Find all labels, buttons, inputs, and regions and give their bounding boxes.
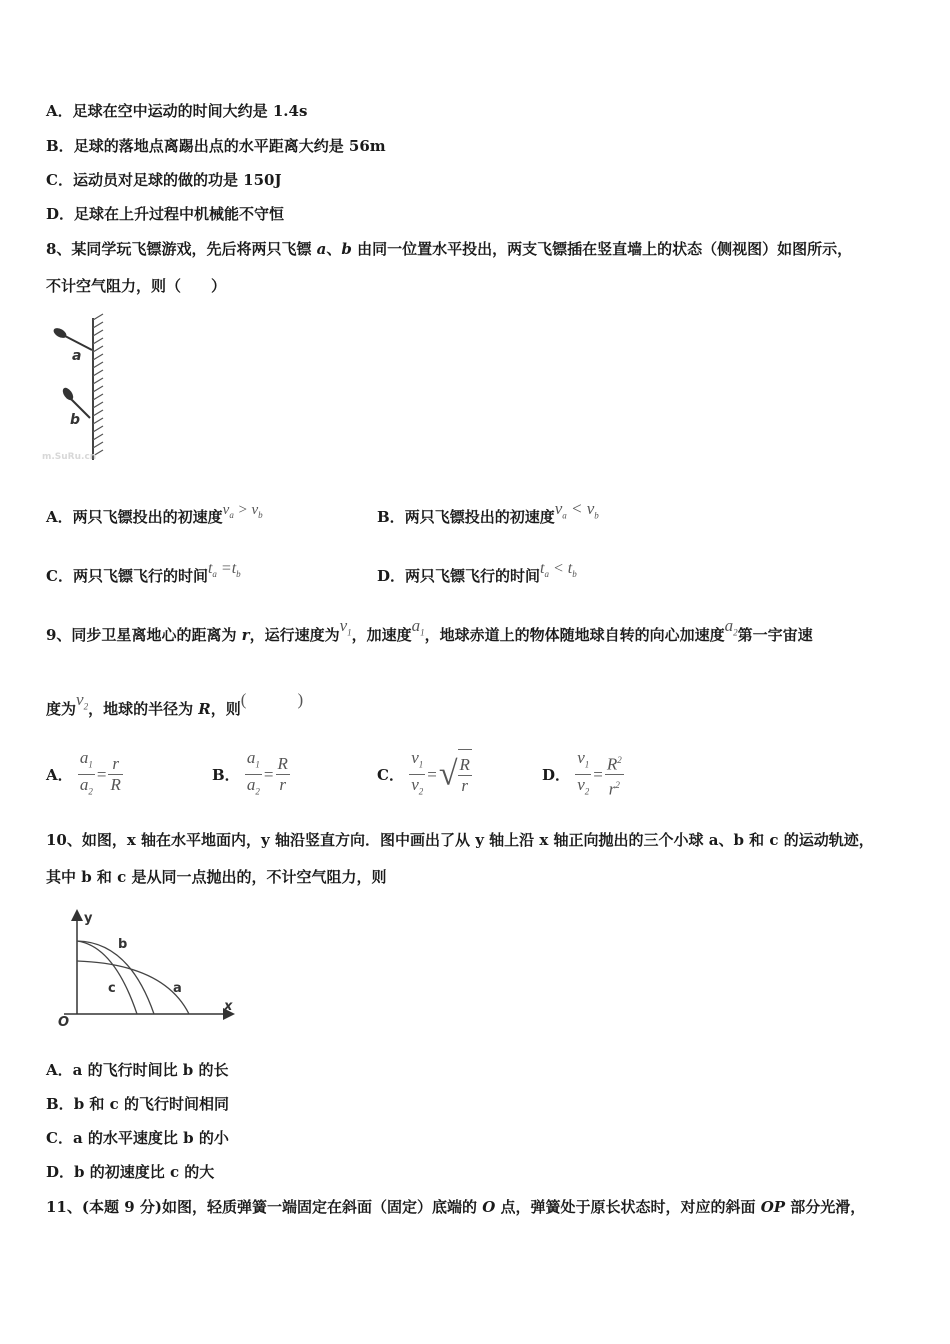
var-O: O <box>482 1198 496 1216</box>
q10-option-d: D．b 的初速度比 c 的大 <box>46 1163 215 1181</box>
q9-stem-line2: 度为$v_2$，地球的半径为 R，则( ) <box>46 690 304 718</box>
option-label: A． <box>46 102 73 120</box>
curve-b-label: b <box>118 937 128 952</box>
q8-stem-line1: 8、某同学玩飞镖游戏，先后将两只飞镖 a、b 由同一位置水平投出，两支飞镖插在竖直墙上的状态（侧视图）如图所示， <box>46 240 853 258</box>
q10-option-a: A．a 的飞行时间比 b 的长 <box>46 1061 229 1079</box>
q10-stem-line2: 其中 b 和 c 是从同一点抛出的，不计空气阻力，则 <box>46 868 387 886</box>
q7-option-b <box>46 136 386 156</box>
option-label: D． <box>46 205 75 223</box>
q9-option-d: D． $\frac{v_1}{v_2}$ = $\frac{R^2}{r^2}$ <box>542 748 622 800</box>
q8-option-c: C．两只飞镖飞行的时间$t_a =t_b$ <box>46 560 241 585</box>
var-a: a <box>316 240 327 258</box>
dart-b-label: b <box>70 412 81 428</box>
q9-option-c: C． $\frac{v_1}{v_2}$ =√ $\frac{R}{r}$ <box>377 748 472 798</box>
q7-option-a <box>46 101 307 121</box>
var-R: R <box>198 700 211 718</box>
dart-a-label: a <box>72 348 82 364</box>
var-r: r <box>241 626 250 644</box>
q7-option-d <box>46 204 284 224</box>
q9-stem-line1: 9、同步卫星离地心的距离为 r，运行速度为$v_1$，加速度$a_1$，地球赤道上的物体随地球自转的向心加速度$a_2$第一宇宙速 <box>46 616 813 644</box>
dart-a-icon <box>52 326 92 350</box>
option-label: B． <box>46 137 74 155</box>
var-b: b <box>341 240 352 258</box>
q10-option-c: C．a 的水平速度比 b 的小 <box>46 1129 229 1147</box>
option-text: 足球的落地点离踢出点的水平距离大约是 56m <box>73 137 386 155</box>
sqrt-symbol: √ $\frac{R}{r}$ <box>439 749 472 800</box>
q8-dart-figure <box>40 312 120 464</box>
q10-trajectory-figure <box>54 906 244 1030</box>
q9-option-b: B． $\frac{a_1}{a_2}$ = $\frac{R}{r}$ <box>212 748 288 797</box>
q8-stem-line2: 不计空气阻力，则（ ） <box>46 277 227 295</box>
q8-option-d: D．两只飞镖飞行的时间$t_a < t_b$ <box>377 560 577 585</box>
curve-a-label: a <box>173 981 182 996</box>
q8-option-b: B．两只飞镖投出的初速度$v_a < v_b$ <box>377 499 599 526</box>
trajectory-c <box>77 941 137 1014</box>
y-axis-label: y <box>84 911 93 926</box>
q7-option-c <box>46 170 282 190</box>
trajectory-b <box>77 941 154 1014</box>
option-text: 足球在上升过程中机械能不守恒 <box>74 205 285 223</box>
x-axis-label: x <box>224 999 233 1014</box>
q10-stem-line1: 10、如图，x 轴在水平地面内，y 轴沿竖直方向．图中画出了从 y 轴上沿 x 轴正向抛出的三个小球 a、b 和 c 的运动轨迹， <box>46 831 874 849</box>
watermark: m.SuRu.cn <box>42 452 97 462</box>
curve-c-label: c <box>108 981 116 996</box>
q10-option-b: B．b 和 c 的飞行时间相同 <box>46 1095 229 1113</box>
option-text: 运动员对足球的做的功是 150J <box>72 171 282 189</box>
option-label: C． <box>46 171 73 189</box>
option-text: 足球在空中运动的时间大约是 1.4s <box>72 102 308 120</box>
q8-option-a: A．两只飞镖投出的初速度$v_a > v_b$ <box>46 502 263 526</box>
q9-option-a: A． $\frac{a_1}{a_2}$ = $\frac{r}{R}$ <box>46 748 121 797</box>
origin-label: O <box>58 1015 70 1030</box>
var-OP: OP <box>760 1198 786 1216</box>
q11-stem-line1: 11、(本题 9 分)如图，轻质弹簧一端固定在斜面（固定）底端的 O 点，弹簧处于原长状态时，对应的斜面 OP 部分光滑， <box>46 1198 866 1216</box>
